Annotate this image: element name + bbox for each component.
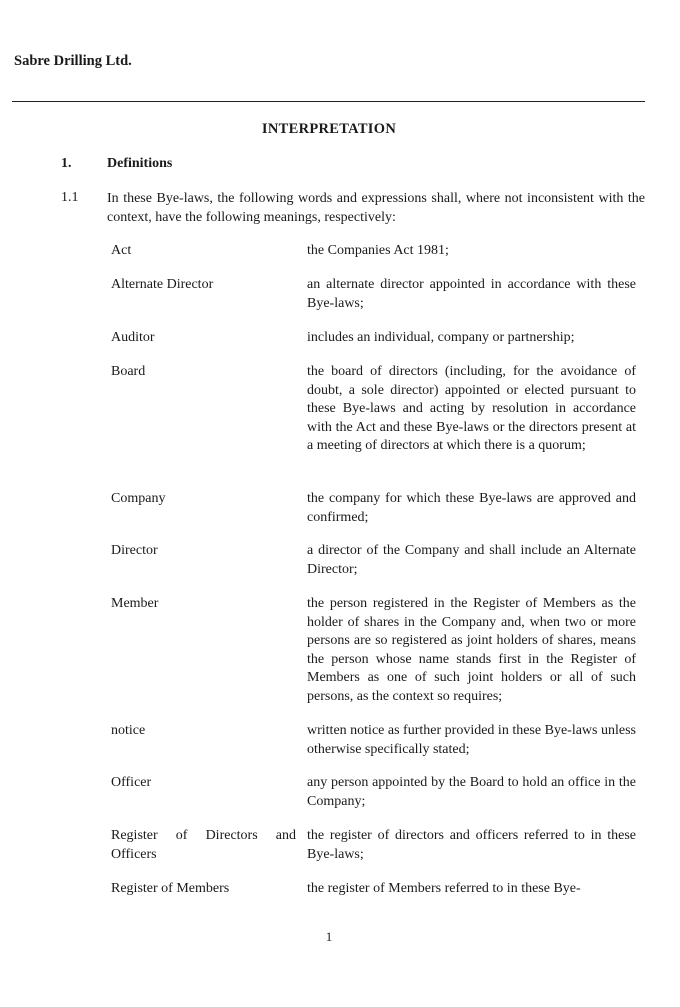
definition-meaning: the register of directors and officers referred to in these Bye-laws;	[307, 828, 636, 862]
definition-meaning: any person appointed by the Board to hold an office in the Company;	[307, 775, 636, 809]
definition-term: Register of Members	[111, 881, 230, 896]
definition-meaning: includes an individual, company or partnership;	[307, 330, 575, 345]
definition-term: Officer	[111, 775, 152, 790]
definition-term: notice	[111, 723, 146, 738]
definition-meaning: the Companies Act 1981;	[307, 243, 449, 258]
clause-number: 1.1	[61, 190, 79, 205]
definition-term: Company	[111, 491, 166, 506]
definition-term: Board	[111, 364, 146, 379]
definition-meaning: the board of directors (including, for the avoidance of doubt, a sole director) appointed or elected pursuant to these Bye-laws and acting by resolution in accordance with the Act and these Bye-laws or the directors present at a meeting of directors at which there is a quorum;	[307, 364, 636, 453]
clause-text: In these Bye-laws, the following words and expressions shall, where not inconsistent with the context, have the following meanings, respectively:	[107, 191, 645, 225]
definition-term: Member	[111, 596, 159, 611]
definition-term: Act	[111, 243, 132, 258]
definition-meaning: a director of the Company and shall include an Alternate Director;	[307, 543, 636, 577]
section-title: Definitions	[107, 156, 173, 171]
header-rule	[12, 101, 645, 102]
company-name: Sabre Drilling Ltd.	[14, 53, 132, 69]
definition-meaning: the company for which these Bye-laws are approved and confirmed;	[307, 491, 636, 525]
page-number: 1	[325, 929, 333, 944]
definition-meaning: the person registered in the Register of Members as the holder of shares in the Company and, when two or more persons are so registered as joint holders of shares, means the person whose name stands first in the Register of Members as one of such joint holders or all of such persons, as the context so requires;	[307, 596, 636, 704]
definition-term: Register of Directors and Officers	[111, 828, 296, 862]
page-heading: INTERPRETATION	[261, 121, 397, 137]
section-number: 1.	[61, 156, 72, 171]
definition-term: Director	[111, 543, 158, 558]
definition-term: Auditor	[111, 330, 155, 345]
definition-term: Alternate Director	[111, 277, 214, 292]
definition-meaning: the register of Members referred to in these Bye-	[307, 881, 581, 896]
definition-meaning: written notice as further provided in these Bye-laws unless otherwise specifically stated;	[307, 723, 636, 757]
definition-meaning: an alternate director appointed in accordance with these Bye-laws;	[307, 277, 636, 311]
